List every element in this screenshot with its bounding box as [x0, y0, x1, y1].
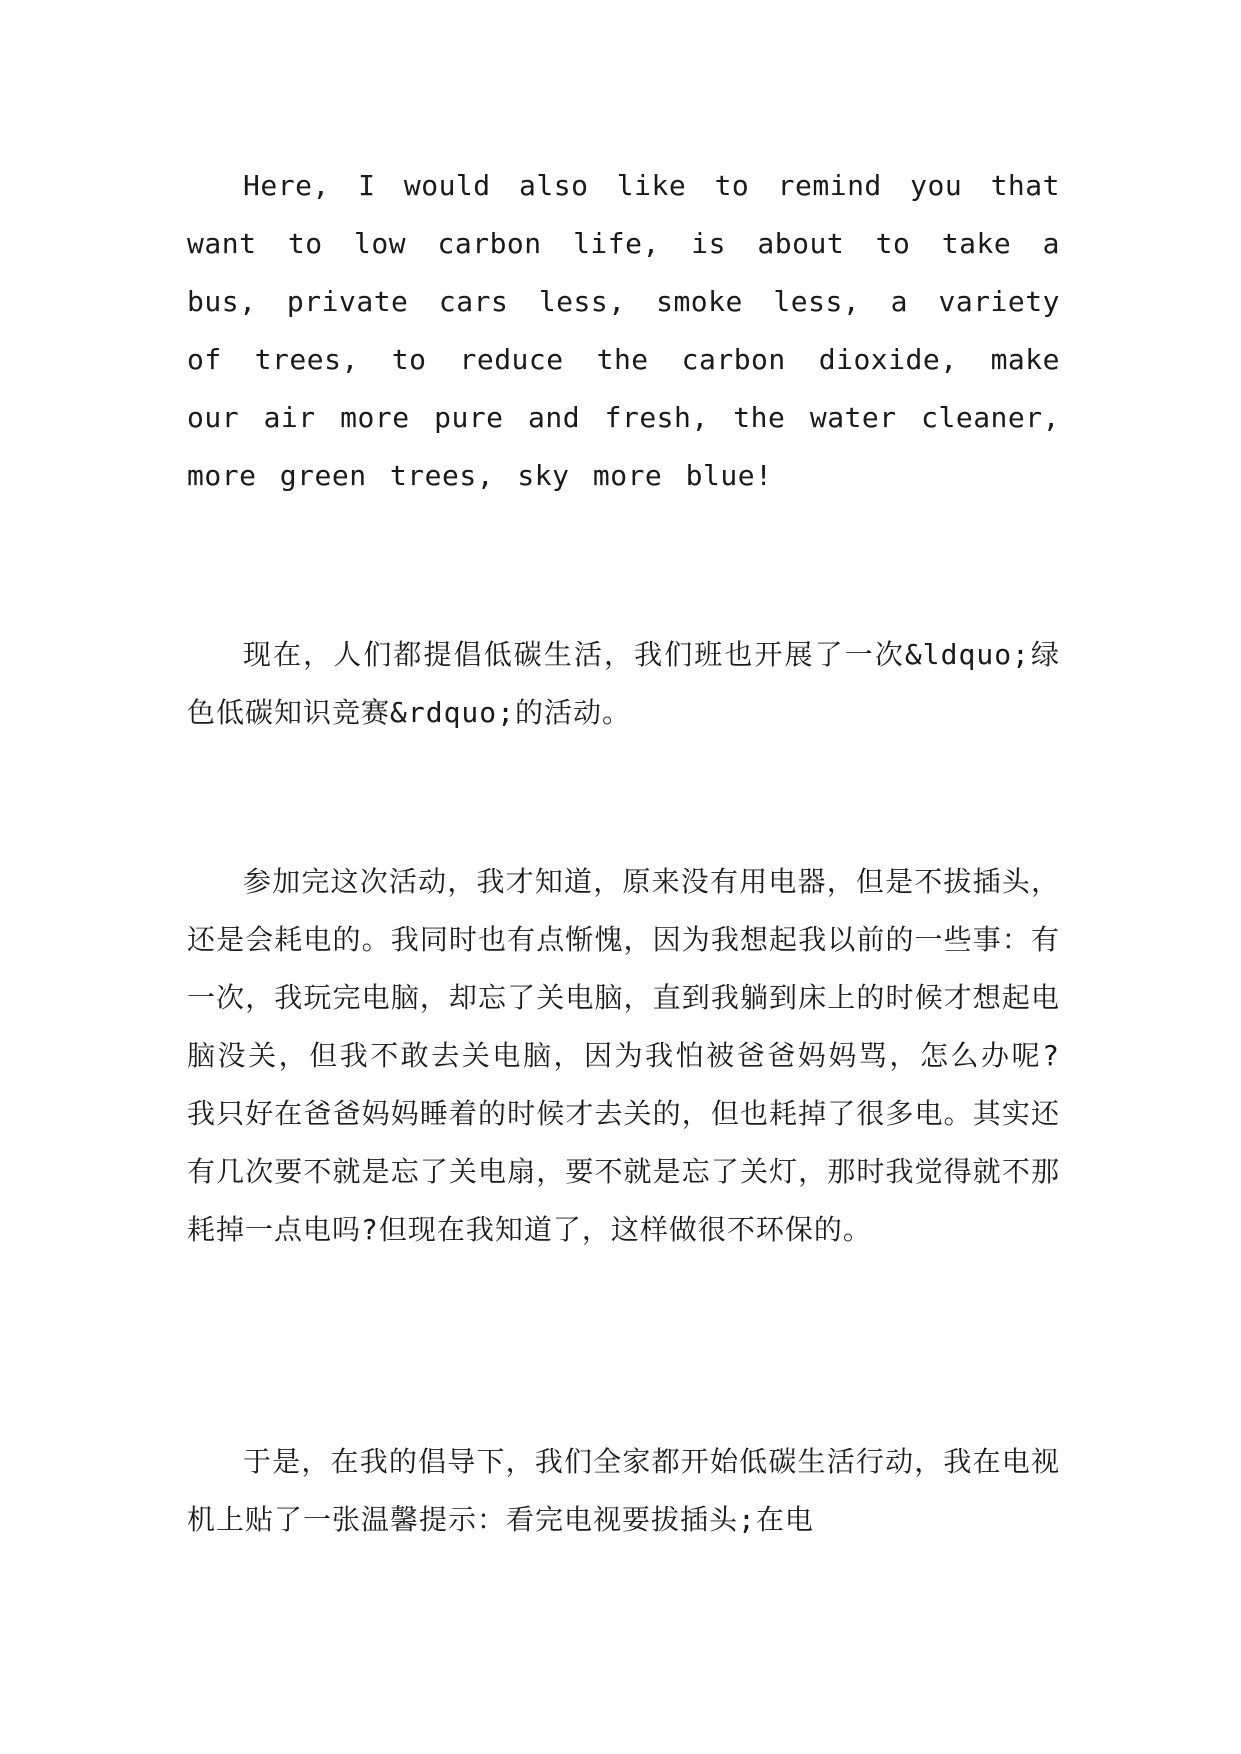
paragraph-low-carbon-reminder: Here, I would also like to remind you that want to low carbon life, is about to take a bus, private cars less, smoke less, a variety of trees, to reduce the carbon dioxide, make our air more pure and fresh, the water cleaner, more green trees, sky more blue!	[187, 169, 1060, 492]
paragraph-reflection: 参加完这次活动，我才知道，原来没有用电器，但是不拔插头，还是会耗电的。我同时也有点惭愧，因为我想起我以前的一些事：有一次，我玩完电脑，却忘了关电脑，直到我躺到床上的时候才想起电脑没关，但我不敢去关电脑，因为我怕被爸爸妈妈骂，怎么办呢? 我只好在爸爸妈妈睡着的时候才去关的，但也耗掉了很多电。其实还有几次要不就是忘了关电扇，要不就是忘了关灯，那时我觉得就不那耗掉一点电吗?但现在我知道了，这样做很不环保的。	[187, 865, 1060, 1246]
paragraph-competition-intro: 现在，人们都提倡低碳生活，我们班也开展了一次&ldquo;绿色低碳知识竞赛&rdquo;的活动。	[187, 638, 1060, 729]
paragraph-family-action: 于是，在我的倡导下，我们全家都开始低碳生活行动，我在电视机上贴了一张温馨提示：看完电视要拔插头;在电	[187, 1445, 1060, 1536]
